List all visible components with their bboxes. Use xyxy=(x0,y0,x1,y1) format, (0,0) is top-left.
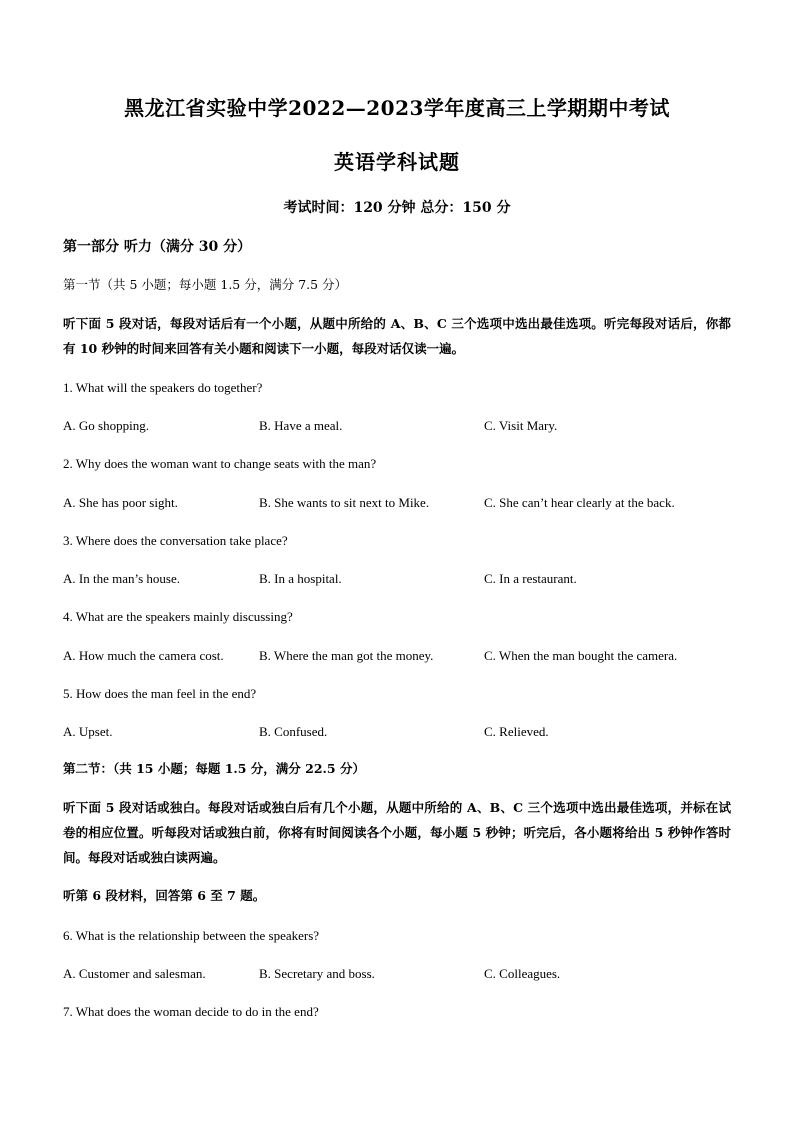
question-5-stem: 5. How does the man feel in the end? xyxy=(63,686,257,701)
question-4-stem: 4. What are the speakers mainly discussing? xyxy=(63,609,293,624)
question-6-option-b: B. Secretary and boss. xyxy=(259,966,375,981)
section1-instructions: 听下面 5 段对话，每段对话后有一个小题，从题中所给的 A、B、C 三个选项中选出最佳选项。听完每段对话后，你都有 10 秒钟的时间来回答有关小题和阅读下一小题，每段对话仅读一遍。 xyxy=(63,316,731,356)
question-3-stem: 3. Where does the conversation take place? xyxy=(63,533,288,548)
question-7-stem: 7. What does the woman decide to do in the end? xyxy=(63,1004,319,1019)
section1-heading: 第一节（共 5 小题；每小题 1.5 分，满分 7.5 分） xyxy=(63,277,348,292)
question-4-option-c: C. When the man bought the camera. xyxy=(484,648,678,663)
section2-heading: 第二节：（共 15 小题；每题 1.5 分，满分 22.5 分） xyxy=(63,761,365,776)
exam-info: 考试时间：120 分钟 总分：150 分 xyxy=(283,200,511,216)
question-5-option-a: A. Upset. xyxy=(63,724,113,739)
question-3-option-c: C. In a restaurant. xyxy=(484,571,577,586)
question-2-option-a: A. She has poor sight. xyxy=(63,495,178,510)
exam-subtitle: 英语学科试题 xyxy=(334,150,460,174)
question-6-option-a: A. Customer and salesman. xyxy=(63,966,206,981)
question-4-option-b: B. Where the man got the money. xyxy=(259,648,434,663)
question-3-option-b: B. In a hospital. xyxy=(259,571,342,586)
question-2-option-b: B. She wants to sit next to Mike. xyxy=(259,495,430,510)
question-6-option-c: C. Colleagues. xyxy=(484,966,561,981)
question-4-option-a: A. How much the camera cost. xyxy=(63,648,224,663)
question-5-option-b: B. Confused. xyxy=(259,724,328,739)
material-note: 听第 6 段材料，回答第 6 至 7 题。 xyxy=(63,888,266,903)
question-2-stem: 2. Why does the woman want to change seats with the man? xyxy=(63,456,377,471)
question-1-option-b: B. Have a meal. xyxy=(259,418,343,433)
question-1-option-c: C. Visit Mary. xyxy=(484,418,558,433)
question-6-stem: 6. What is the relationship between the speakers? xyxy=(63,928,320,943)
question-1-stem: 1. What will the speakers do together? xyxy=(63,380,263,395)
question-2-option-c: C. She can’t hear clearly at the back. xyxy=(484,495,675,510)
question-1-option-a: A. Go shopping. xyxy=(63,418,149,433)
question-3-option-a: A. In the man’s house. xyxy=(63,571,180,586)
part1-heading: 第一部分 听力（满分 30 分） xyxy=(63,239,252,255)
exam-title: 黑龙江省实验中学2022—2023学年度高三上学期期中考试 xyxy=(124,96,670,120)
section2-instructions: 听下面 5 段对话或独白。每段对话或独白后有几个小题，从题中所给的 A、B、C 三个选项中选出最佳选项，并标在试卷的相应位置。听每段对话或独白前，你将有时间阅读各个小题，每小题 5 秒钟；听完后，各小题将给出 5 秒钟作答时间。每段对话或独白读两遍。 xyxy=(63,800,731,865)
question-5-option-c: C. Relieved. xyxy=(484,724,549,739)
